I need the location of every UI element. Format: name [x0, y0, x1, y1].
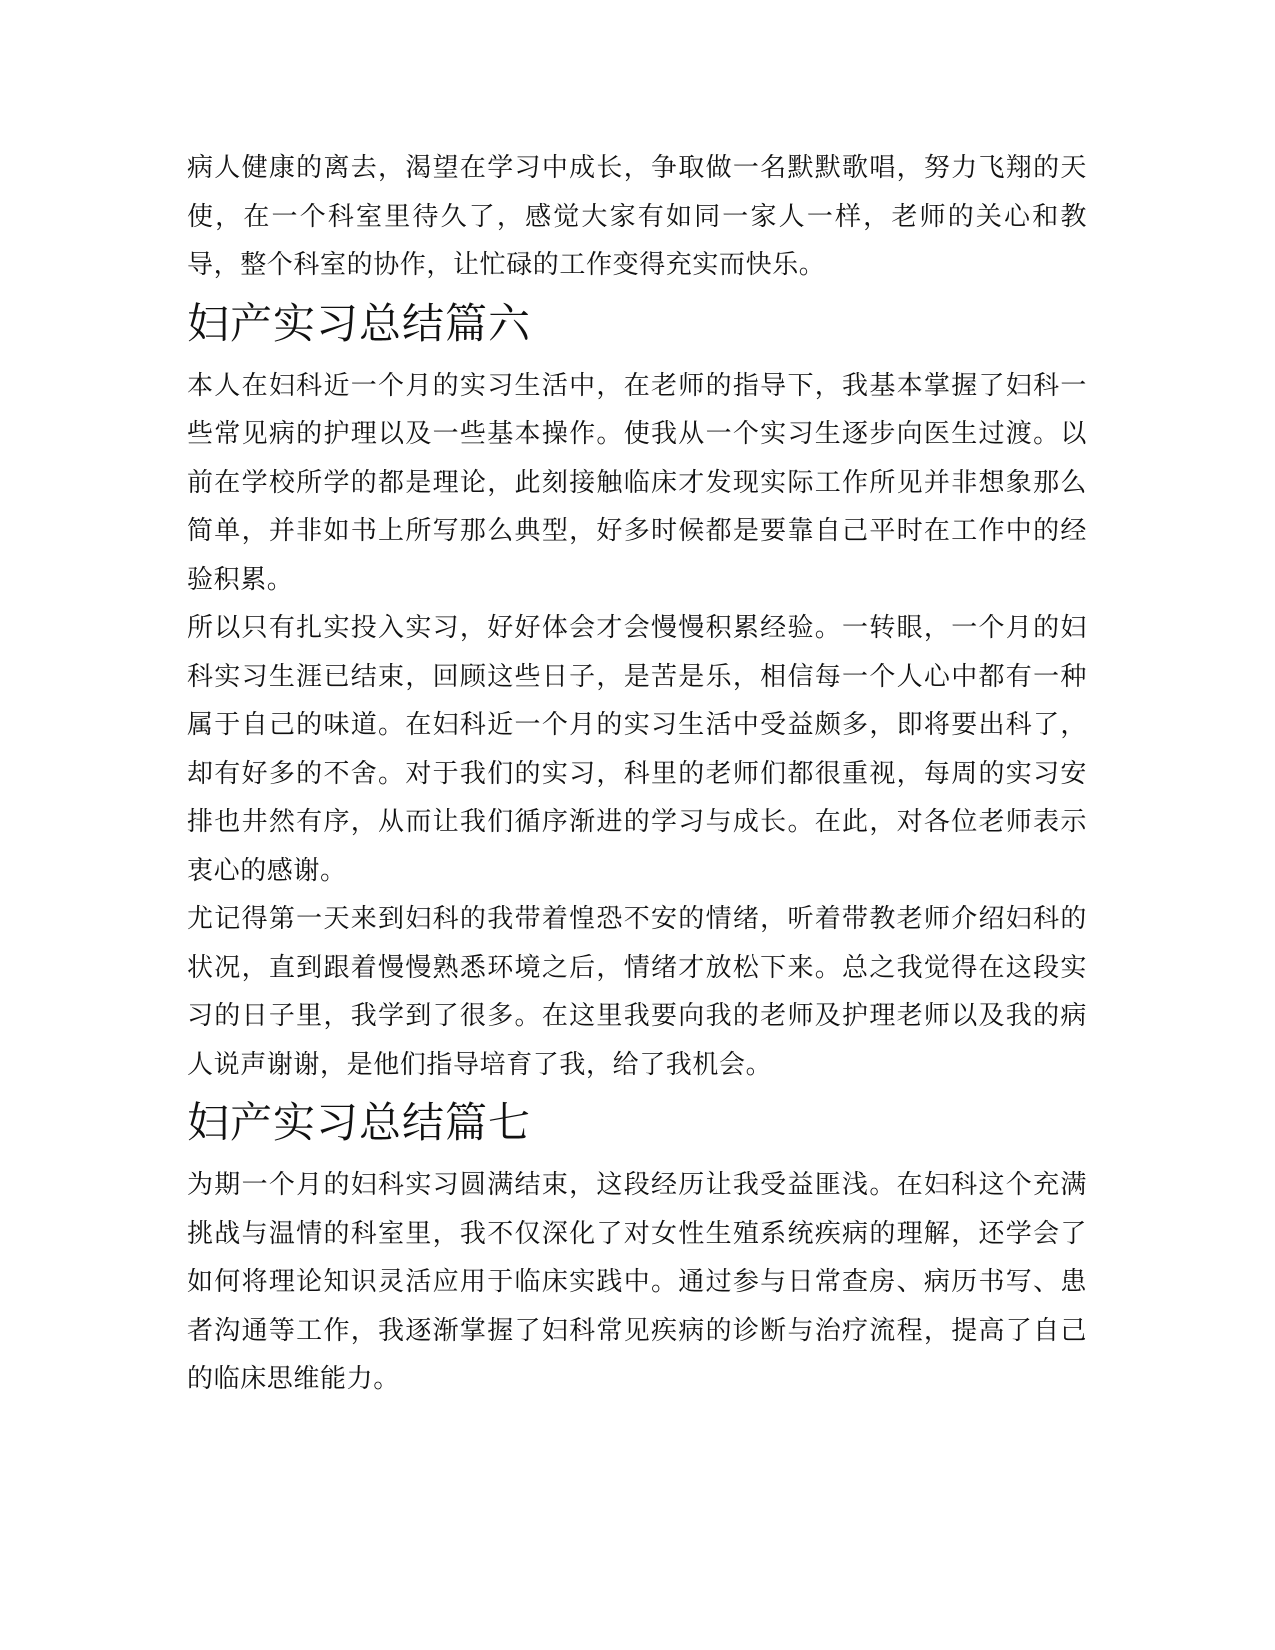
section-7-paragraph-1: 为期一个月的妇科实习圆满结束，这段经历让我受益匪浅。在妇科这个充满挑战与温情的科室里，我不仅深化了对女性生殖系统疾病的理解，还学会了如何将理论知识灵活应用于临床实践中。通过参与日常查房、病历书写、患者沟通等工作，我逐渐掌握了妇科常见疾病的诊断与治疗流程，提高了自己的临床思维能力。 — [187, 1170, 1087, 1394]
section-6-paragraph-2: 所以只有扎实投入实习，好好体会才会慢慢积累经验。一转眼，一个月的妇科实习生涯已结束，回顾这些日子，是苦是乐，相信每一个人心中都有一种属于自己的味道。在妇科近一个月的实习生活中受益颇多，即将要出科了，却有好多的不舍。对于我们的实习，科里的老师们都很重视，每周的实习安排也井然有序，从而让我们循序渐进的学习与成长。在此，对各位老师表示衷心的感谢。 — [187, 613, 1087, 886]
document-body — [187, 144, 1087, 1404]
section-6-title: 妇产实习总结篇六 — [187, 298, 532, 348]
section-6-paragraph-3: 尤记得第一天来到妇科的我带着惶恐不安的情绪，听着带教老师介绍妇科的状况，直到跟着慢慢熟悉环境之后，情绪才放松下来。总之我觉得在这段实习的日子里，我学到了很多。在这里我要向我的老师及护理老师以及我的病人说声谢谢，是他们指导培育了我，给了我机会。 — [187, 904, 1087, 1080]
section-6-paragraph-1: 本人在妇科近一个月的实习生活中，在老师的指导下，我基本掌握了妇科一些常见病的护理以及一些基本操作。使我从一个实习生逐步向医生过渡。以前在学校所学的都是理论，此刻接触临床才发现实际工作所见并非想象那么简单，并非如书上所写那么典型，好多时候都是要靠自己平时在工作中的经验积累。 — [187, 370, 1087, 595]
section-7-title: 妇产实习总结篇七 — [187, 1098, 532, 1147]
intro-paragraph: 病人健康的离去，渴望在学习中成长，争取做一名默默歌唱，努力飞翔的天使，在一个科室里待久了，感觉大家有如同一家人一样，老师的关心和教导，整个科室的协作，让忙碌的工作变得充实而快乐。 — [187, 153, 1087, 280]
